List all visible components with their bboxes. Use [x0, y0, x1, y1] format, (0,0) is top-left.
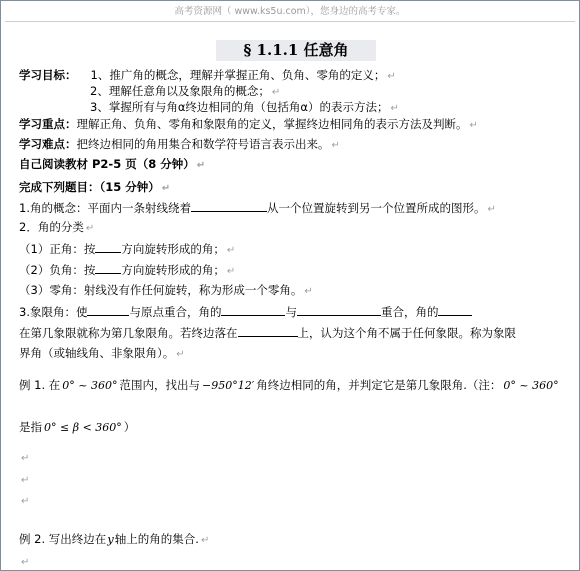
q2-positive-before: （1）正角：按	[19, 242, 96, 256]
ex2-y: y	[107, 532, 114, 546]
ex1-c: 角终边相同的角，并判定它是第几象限角.（注：	[256, 378, 502, 392]
paragraph-mark-icon: ↵	[21, 453, 30, 464]
q2-positive	[19, 240, 235, 259]
example-2	[19, 531, 209, 549]
q3-c: 与	[285, 305, 297, 319]
q3-e: 在第几象限就称为第几象限角。若终边落在	[19, 326, 238, 340]
ex2-a: 例 2. 写出终边在	[19, 532, 107, 546]
paragraph-mark-icon: ↵	[331, 140, 340, 151]
empty-paragraph	[19, 471, 29, 489]
paragraph-mark-icon: ↵	[161, 183, 171, 194]
ex1-d: 是指	[19, 420, 42, 434]
paragraph-mark-icon: ↵	[200, 535, 210, 546]
reading-text: 自己阅读教材 P2-5 页（8 分钟）	[19, 157, 195, 171]
q2-positive-after: 方向旋转形成的角；	[121, 242, 225, 256]
goals-label: 学习目标：	[19, 68, 77, 82]
paragraph-mark-icon: ↵	[226, 245, 236, 256]
question-2-title	[19, 219, 94, 237]
header-divider	[5, 21, 575, 22]
question-3-line-2	[19, 324, 516, 341]
goals-line-3	[90, 99, 399, 117]
paragraph-mark-icon: ↵	[304, 286, 313, 297]
q1-before: 1.角的概念：平面内一条射线绕着	[19, 201, 191, 215]
key-points-line	[19, 116, 478, 134]
ex1-inequality: 0° ≤ β < 360°	[44, 421, 122, 434]
ex1-a: 例 1. 在	[19, 378, 61, 392]
tasks-heading	[19, 179, 170, 197]
difficulties-label: 学习难点：	[19, 137, 77, 151]
paragraph-mark-icon: ↵	[21, 496, 30, 507]
q2-zero	[19, 282, 313, 300]
goal-item: 1、推广角的概念，理解并掌握正角、负角、零角的定义；	[90, 68, 386, 82]
empty-paragraph	[19, 553, 29, 571]
q3-b: 与原点重合，角的	[129, 305, 222, 319]
ex2-b: 轴上的角的集合.	[114, 532, 199, 546]
example-1-line-1	[19, 377, 559, 394]
q3-d: 重合，角的	[380, 305, 439, 319]
page-title: § 1.1.1 任意角	[216, 40, 376, 61]
paragraph-mark-icon: ↵	[390, 103, 399, 114]
paragraph-mark-icon: ↵	[176, 349, 185, 360]
ex1-range-2: 0° ~ 360°	[503, 379, 559, 392]
q3-blank	[438, 303, 472, 316]
ex1-e: ）	[123, 420, 136, 434]
paragraph-mark-icon: ↵	[85, 223, 95, 234]
q2-zero-text: （3）零角：射线没有作任何旋转，称为形成一个零角。	[19, 283, 303, 297]
q3-blank	[297, 303, 381, 316]
example-1-line-2	[19, 419, 135, 436]
empty-paragraph	[19, 492, 29, 510]
q3-blank	[238, 324, 298, 337]
q1-after: 从一个位置旋转到另一个位置所成的图形。	[266, 201, 486, 215]
q2-negative-before: （2）负角：按	[19, 263, 96, 277]
q1-blank	[191, 199, 267, 212]
difficulties-text: 把终边相同的角用集合和数学符号语言表示出来。	[76, 137, 330, 151]
ex1-range: 0° ~ 360°	[62, 379, 118, 392]
difficulties-line	[19, 136, 340, 154]
q3-blank	[87, 303, 129, 316]
tasks-text: 完成下列题目：（15 分钟）	[19, 180, 160, 194]
q3-f: 上，认为这个角不属于任何象限。称为象限	[297, 326, 516, 340]
q2-positive-blank	[95, 240, 121, 253]
question-1	[19, 199, 496, 218]
q2-negative-after: 方向旋转形成的角；	[121, 263, 225, 277]
ex1-angle: −950°12′	[202, 379, 255, 392]
page-header: 高考资源网（ www.ks5u.com），您身边的高考专家。	[174, 6, 406, 17]
question-3-line-1	[19, 303, 472, 320]
paragraph-mark-icon: ↵	[469, 120, 478, 131]
paragraph-mark-icon: ↵	[487, 204, 496, 215]
paragraph-mark-icon: ↵	[21, 557, 30, 568]
paragraph-mark-icon: ↵	[226, 266, 236, 277]
ex1-b: 范围内，找出与	[119, 378, 201, 392]
empty-paragraph	[19, 449, 29, 467]
q2-negative-blank	[95, 261, 121, 274]
paragraph-mark-icon: ↵	[387, 71, 396, 82]
paragraph-mark-icon: ↵	[21, 475, 30, 486]
key-points-text: 理解正角、负角、零角和象限角的定义，掌握终边相同角的表示方法及判断。	[76, 117, 468, 131]
q2-negative	[19, 261, 235, 280]
question-3-line-3	[19, 345, 185, 363]
paragraph-mark-icon: ↵	[271, 87, 281, 98]
key-points-label: 学习重点：	[19, 117, 77, 131]
paragraph-mark-icon: ↵	[196, 160, 206, 171]
q3-blank	[221, 303, 285, 316]
q2-title: 2．角的分类	[19, 220, 84, 234]
goal-item: 3、掌握所有与角α终边相同的角（包括角α）的表示方法；	[90, 100, 389, 114]
goal-item: 2、理解任意角以及象限角的概念；	[90, 84, 270, 98]
reading-heading	[19, 156, 205, 174]
q3-g: 界角（或轴线角、非象限角）。	[19, 346, 175, 360]
q3-a: 3.象限角：使	[19, 305, 88, 319]
